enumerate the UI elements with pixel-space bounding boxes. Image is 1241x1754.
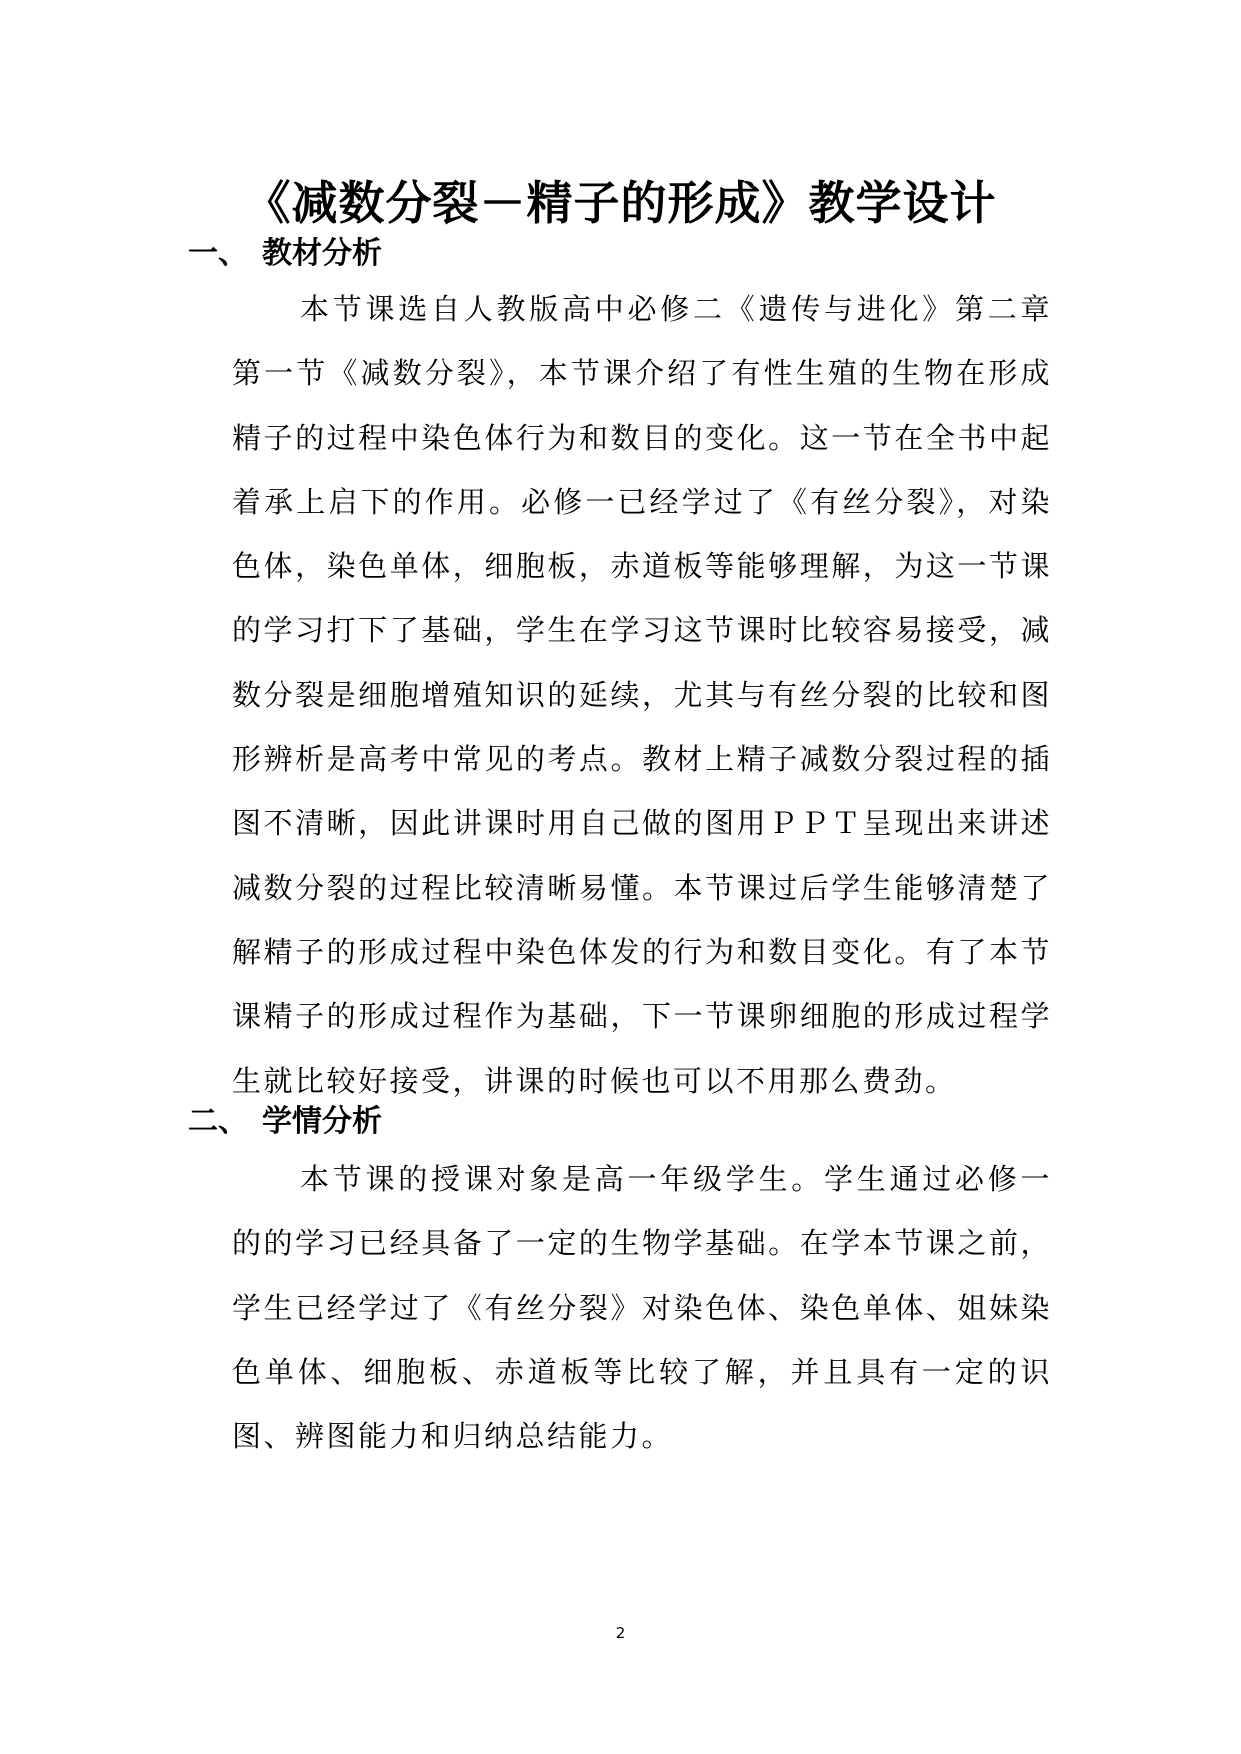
section-paragraph-student-analysis: 本节课的授课对象是高一年级学生。学生通过必修一的的学习已经具备了一定的生物学基础。在学本节课之前，学生已经学过了《有丝分裂》对染色体、染色单体、姐妹染色单体、细胞板、赤道板等比较了解，并且具有一定的识图、辨图能力和归纳总结能力。 bbox=[232, 1162, 1052, 1454]
section-heading-textbook-analysis bbox=[188, 232, 382, 276]
section-number: 一、 bbox=[188, 236, 248, 271]
section-number: 二、 bbox=[188, 1104, 248, 1139]
section-title: 学情分析 bbox=[262, 1104, 382, 1139]
section-title: 教材分析 bbox=[262, 236, 382, 271]
section-heading-student-analysis bbox=[188, 1100, 382, 1144]
page-number: 2 bbox=[615, 1624, 626, 1642]
document-title: 《减数分裂－精子的形成》教学设计 bbox=[244, 176, 997, 230]
section-paragraph-textbook-analysis: 本节课选自人教版高中必修二《遗传与进化》第二章第一节《减数分裂》，本节课介绍了有性生殖的生物在形成精子的过程中染色体行为和数目的变化。这一节在全书中起着承上启下的作用。必修一已经学过了《有丝分裂》，对染色体，染色单体，细胞板，赤道板等能够理解，为这一节课的学习打下了基础，学生在学习这节课时比较容易接受，减数分裂是细胞增殖知识的延续，尤其与有丝分裂的比较和图形辨析是高考中常见的考点。教材上精子减数分裂过程的插图不清晰，因此讲课时用自己做的图用ＰＰＴ呈现出来讲述减数分裂的过程比较清晰易懂。本节课过后学生能够清楚了解精子的形成过程中染色体发的行为和数目变化。有了本节课精子的形成过程作为基础，下一节课卵细胞的形成过程学生就比较好接受，讲课的时候也可以不用那么费劲。 bbox=[232, 292, 1052, 1098]
